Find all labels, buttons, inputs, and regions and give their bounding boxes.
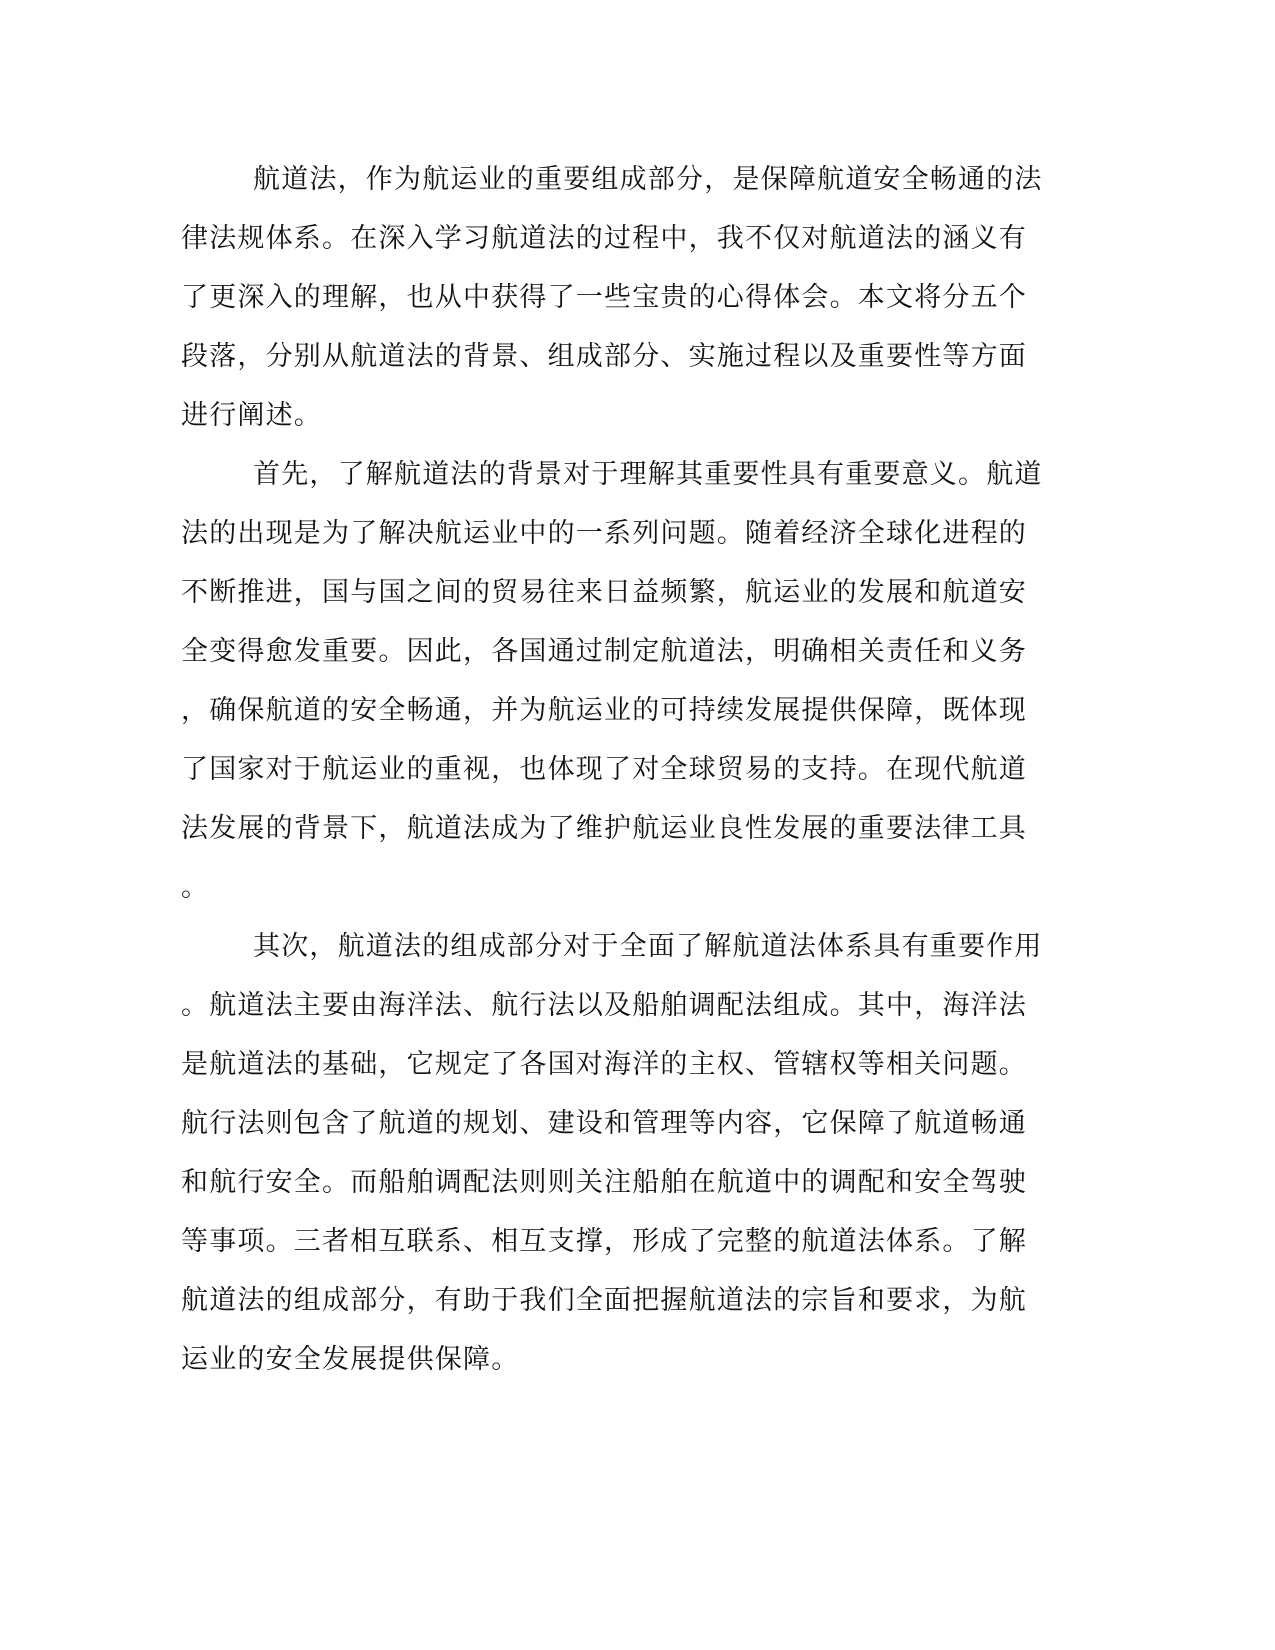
paragraph-line: 全变得愈发重要。因此，各国通过制定航道法，明确相关责任和义务 [181,636,1027,667]
paragraph-line: 段落，分别从航道法的背景、组成部分、实施过程以及重要性等方面 [181,341,1027,372]
paragraph-line: 等事项。三者相互联系、相互支撑，形成了完整的航道法体系。了解 [181,1226,1027,1257]
paragraph-line: 法发展的背景下，航道法成为了维护航运业良性发展的重要法律工具 [181,813,1027,844]
paragraph-line: 航道法，作为航运业的重要组成部分，是保障航道安全畅通的法 [253,164,1043,195]
paragraph-line: 航道法的组成部分，有助于我们全面把握航道法的宗旨和要求，为航 [181,1285,1027,1316]
paragraph-line: 法的出现是为了解决航运业中的一系列问题。随着经济全球化进程的 [181,518,1027,549]
paragraph-line: 运业的安全发展提供保障。 [181,1344,520,1375]
paragraph-line: 首先，了解航道法的背景对于理解其重要性具有重要意义。航道 [253,459,1043,490]
paragraph-line: 。航道法主要由海洋法、航行法以及船舶调配法组成。其中，海洋法 [181,990,1027,1021]
paragraph-line: 是航道法的基础，它规定了各国对海洋的主权、管辖权等相关问题。 [181,1049,1027,1080]
paragraph-line: ，确保航道的安全畅通，并为航运业的可持续发展提供保障，既体现 [181,695,1027,726]
paragraph-line: 进行阐述。 [181,400,322,431]
paragraph-line: 不断推进，国与国之间的贸易往来日益频繁，航运业的发展和航道安 [181,577,1027,608]
paragraph-line: 航行法则包含了航道的规划、建设和管理等内容，它保障了航道畅通 [181,1108,1027,1139]
paragraph-line: 其次，航道法的组成部分对于全面了解航道法体系具有重要作用 [253,931,1043,962]
paragraph-line: 了更深入的理解，也从中获得了一些宝贵的心得体会。本文将分五个 [181,282,1027,313]
paragraph-line: 和航行安全。而船舶调配法则则关注船舶在航道中的调配和安全驾驶 [181,1167,1027,1198]
paragraph-line: 了国家对于航运业的重视，也体现了对全球贸易的支持。在现代航道 [181,754,1027,785]
paragraph-line: 。 [181,872,210,903]
paragraph-line: 律法规体系。在深入学习航道法的过程中，我不仅对航道法的涵义有 [181,223,1027,254]
